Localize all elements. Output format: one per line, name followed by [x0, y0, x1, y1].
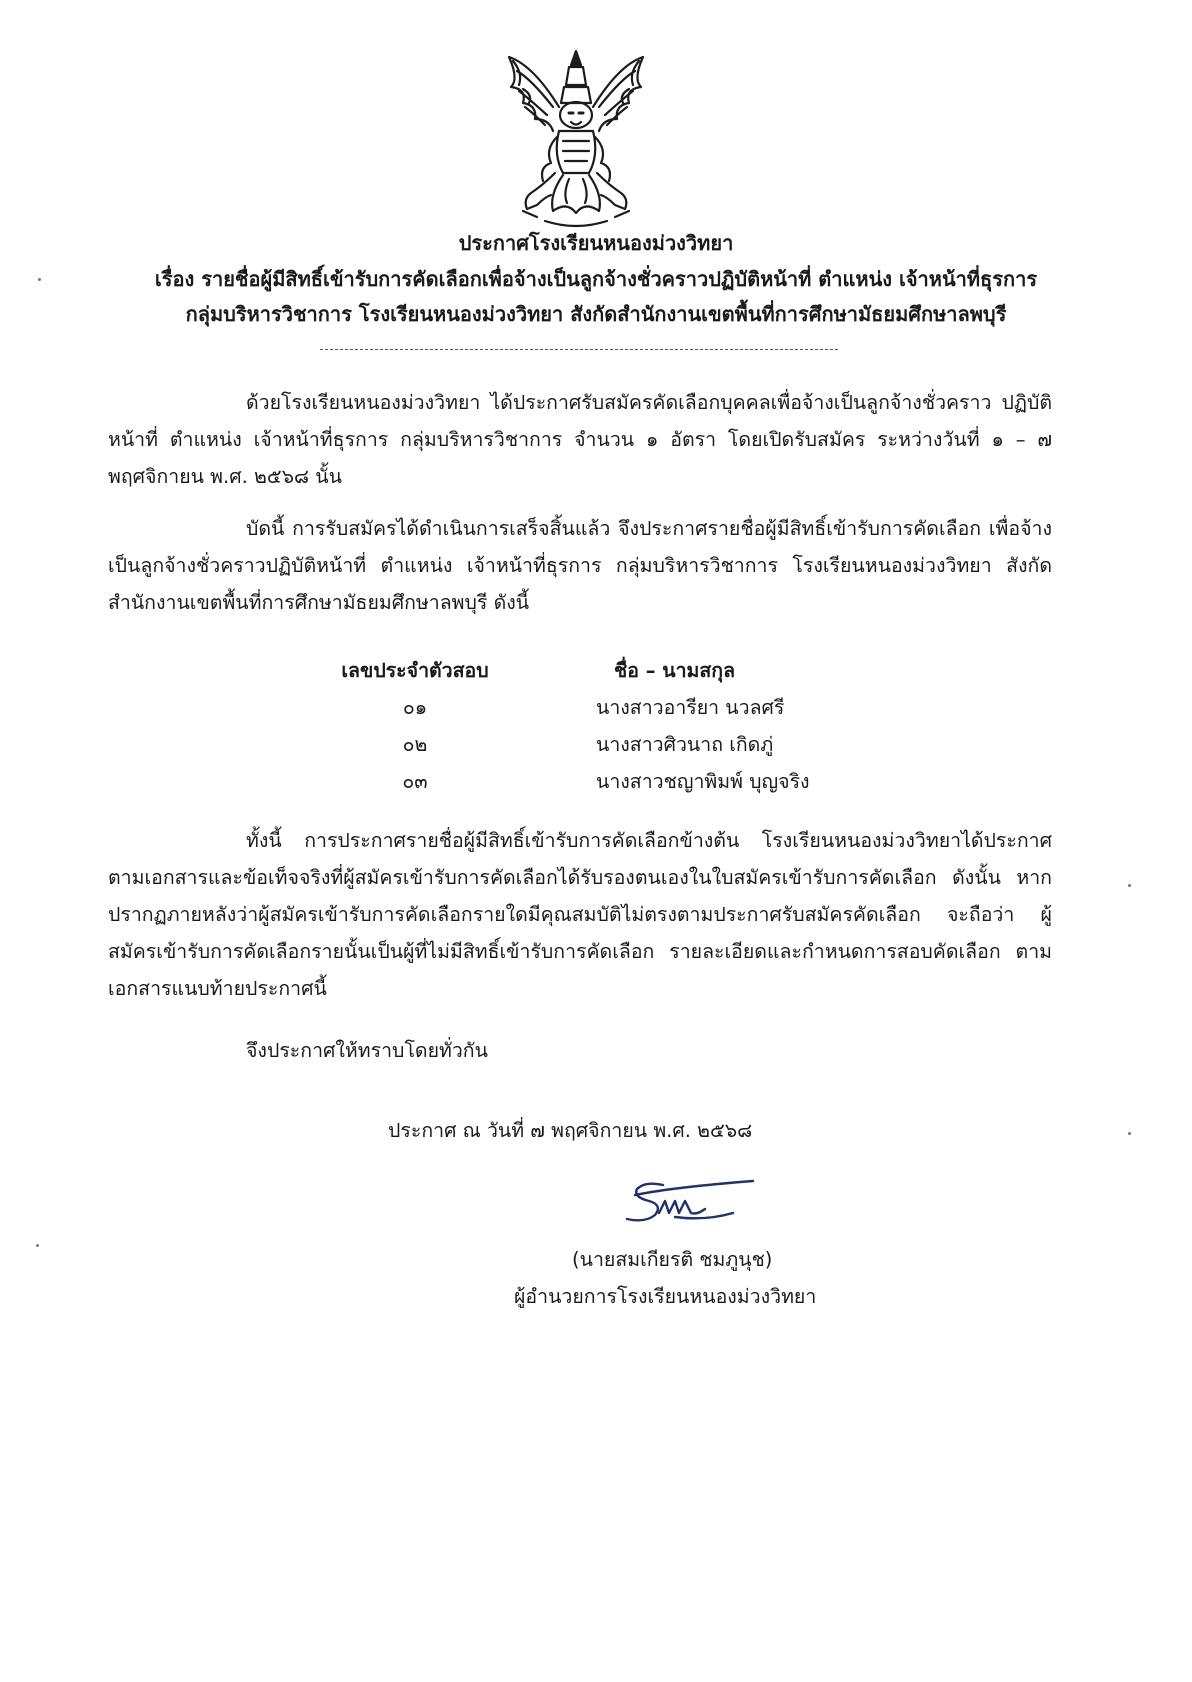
candidate-row	[300, 726, 940, 763]
candidate-name: นางสาวอารียา นวลศรี	[596, 696, 785, 719]
candidate-table-header	[300, 652, 940, 689]
scan-speck	[1128, 884, 1131, 887]
paragraph-announcement-intro: ด้วยโรงเรียนหนองม่วงวิทยา ได้ประกาศรับสมัครคัดเลือกบุคคลเพื่อจ้างเป็นลูกจ้างชั่วคราว ปฏิบัติหน้าที่ ตำแหน่ง เจ้าหน้าที่ธุรการ กลุ่มบริหารวิชาการ จำนวน ๑ อัตรา โดยเปิดรับสมัคร ระหว่างวันที่ ๑ – ๗ พฤศจิกายน พ.ศ. ๒๕๖๘ นั้น	[108, 391, 1052, 488]
signatory-position: ผู้อำนวยการโรงเรียนหนองม่วงวิทยา	[514, 1285, 817, 1308]
candidate-table	[300, 652, 940, 800]
exam-id: ๐๒	[402, 733, 428, 756]
subject-line-1: เรื่อง รายชื่อผู้มีสิทธิ์เข้ารับการคัดเลือกเพื่อจ้างเป็นลูกจ้างชั่วคราวปฏิบัติหน้าที่ ตำแหน่ง เจ้าหน้าที่ธุรการ	[154, 267, 1038, 291]
garuda-emblem	[493, 45, 659, 231]
signatory-name: (นายสมเกียรติ ชมภูนุช)	[572, 1248, 773, 1271]
scan-speck	[38, 278, 41, 281]
subject-line-2: กลุ่มบริหารวิชาการ โรงเรียนหนองม่วงวิทยา สังกัดสำนักงานเขตพื้นที่การศึกษามัธยมศึกษาลพบุรี	[185, 302, 1007, 326]
dashed-divider	[320, 349, 838, 350]
scan-speck	[36, 1244, 39, 1247]
scan-speck	[1128, 1132, 1131, 1135]
candidate-name: นางสาวศิวนาถ เกิดภู่	[596, 733, 774, 756]
column-header-full-name: ชื่อ – นามสกุล	[614, 659, 736, 682]
column-header-exam-id: เลขประจำตัวสอบ	[341, 659, 489, 682]
handwritten-signature	[615, 1173, 765, 1243]
candidate-row	[300, 763, 940, 800]
paragraph-announcement-result: บัดนี้ การรับสมัครได้ดำเนินการเสร็จสิ้นแล้ว จึงประกาศรายชื่อผู้มีสิทธิ์เข้ารับการคัดเลือก เพื่อจ้างเป็นลูกจ้างชั่วคราวปฏิบัติหน้าที่ ตำแหน่ง เจ้าหน้าที่ธุรการ กลุ่มบริหารวิชาการ โรงเรียนหนองม่วงวิทยา สังกัดสำนักงานเขตพื้นที่การศึกษามัธยมศึกษาลพบุรี ดังนี้	[108, 517, 1052, 614]
announcement-date: ประกาศ ณ วันที่ ๗ พฤศจิกายน พ.ศ. ๒๕๖๘	[388, 1119, 753, 1142]
candidate-row	[300, 689, 940, 726]
exam-id: ๐๓	[402, 770, 428, 793]
document-title: ประกาศโรงเรียนหนองม่วงวิทยา	[458, 231, 734, 255]
closing-statement: จึงประกาศให้ทราบโดยทั่วกัน	[246, 1039, 488, 1062]
paragraph-conditions: ทั้งนี้ การประกาศรายชื่อผู้มีสิทธิ์เข้ารับการคัดเลือกข้างต้น โรงเรียนหนองม่วงวิทยาได้ประกาศ ตามเอกสารและข้อเท็จจริงที่ผู้สมัครเข้ารับการคัดเลือกได้รับรองตนเองในใบสมัครเข้ารับการคัดเลือก ดังนั้น หากปรากฏภายหลังว่าผู้สมัครเข้ารับการคัดเลือกรายใดมีคุณสมบัติไม่ตรงตามประกาศรับสมัครคัดเลือก จะถือว่า ผู้สมัครเข้ารับการคัดเลือกรายนั้นเป็นผู้ที่ไม่มีสิทธิ์เข้ารับการคัดเลือก รายละเอียดและกำหนดการสอบคัดเลือก ตามเอกสารแนบท้ายประกาศนี้	[108, 829, 1052, 1000]
exam-id: ๐๑	[402, 696, 428, 719]
candidate-name: นางสาวชญาพิมพ์ บุญจริง	[596, 770, 810, 793]
